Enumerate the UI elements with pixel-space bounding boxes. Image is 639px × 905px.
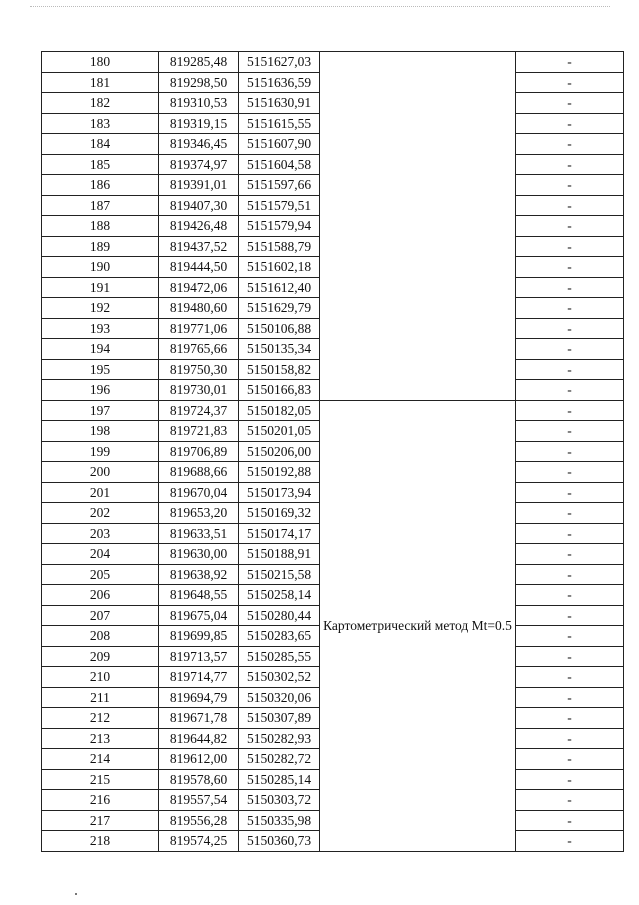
x-coordinate-cell: 819285,48 bbox=[159, 52, 239, 73]
precision-cell: - bbox=[516, 544, 624, 565]
x-coordinate-cell: 819612,00 bbox=[159, 749, 239, 770]
precision-cell: - bbox=[516, 359, 624, 380]
precision-cell: - bbox=[516, 585, 624, 606]
point-number-cell: 187 bbox=[42, 195, 159, 216]
precision-cell: - bbox=[516, 810, 624, 831]
x-coordinate-cell: 819638,92 bbox=[159, 564, 239, 585]
point-number-cell: 196 bbox=[42, 380, 159, 401]
x-coordinate-cell: 819765,66 bbox=[159, 339, 239, 360]
y-coordinate-cell: 5151588,79 bbox=[239, 236, 320, 257]
y-coordinate-cell: 5151615,55 bbox=[239, 113, 320, 134]
y-coordinate-cell: 5151627,03 bbox=[239, 52, 320, 73]
y-coordinate-cell: 5150307,89 bbox=[239, 708, 320, 729]
y-coordinate-cell: 5150173,94 bbox=[239, 482, 320, 503]
x-coordinate-cell: 819578,60 bbox=[159, 769, 239, 790]
precision-cell: - bbox=[516, 564, 624, 585]
point-number-cell: 210 bbox=[42, 667, 159, 688]
y-coordinate-cell: 5151630,91 bbox=[239, 93, 320, 114]
y-coordinate-cell: 5151604,58 bbox=[239, 154, 320, 175]
precision-cell: - bbox=[516, 605, 624, 626]
precision-cell: - bbox=[516, 769, 624, 790]
precision-cell: - bbox=[516, 339, 624, 360]
point-number-cell: 188 bbox=[42, 216, 159, 237]
y-coordinate-cell: 5150282,72 bbox=[239, 749, 320, 770]
point-number-cell: 199 bbox=[42, 441, 159, 462]
point-number-cell: 195 bbox=[42, 359, 159, 380]
precision-cell: - bbox=[516, 236, 624, 257]
y-coordinate-cell: 5151607,90 bbox=[239, 134, 320, 155]
x-coordinate-cell: 819699,85 bbox=[159, 626, 239, 647]
coordinates-table bbox=[41, 51, 624, 852]
point-number-cell: 216 bbox=[42, 790, 159, 811]
precision-cell: - bbox=[516, 749, 624, 770]
x-coordinate-cell: 819671,78 bbox=[159, 708, 239, 729]
precision-cell: - bbox=[516, 318, 624, 339]
coordinates-table-body bbox=[42, 52, 624, 852]
point-number-cell: 207 bbox=[42, 605, 159, 626]
x-coordinate-cell: 819713,57 bbox=[159, 646, 239, 667]
x-coordinate-cell: 819675,04 bbox=[159, 605, 239, 626]
x-coordinate-cell: 819724,37 bbox=[159, 400, 239, 421]
precision-cell: - bbox=[516, 441, 624, 462]
x-coordinate-cell: 819444,50 bbox=[159, 257, 239, 278]
precision-cell: - bbox=[516, 93, 624, 114]
precision-cell: - bbox=[516, 626, 624, 647]
point-number-cell: 208 bbox=[42, 626, 159, 647]
precision-cell: - bbox=[516, 195, 624, 216]
point-number-cell: 215 bbox=[42, 769, 159, 790]
precision-cell: - bbox=[516, 134, 624, 155]
y-coordinate-cell: 5150188,91 bbox=[239, 544, 320, 565]
y-coordinate-cell: 5151636,59 bbox=[239, 72, 320, 93]
scan-speck bbox=[75, 893, 77, 895]
y-coordinate-cell: 5151602,18 bbox=[239, 257, 320, 278]
precision-cell: - bbox=[516, 728, 624, 749]
x-coordinate-cell: 819472,06 bbox=[159, 277, 239, 298]
x-coordinate-cell: 819721,83 bbox=[159, 421, 239, 442]
y-coordinate-cell: 5151612,40 bbox=[239, 277, 320, 298]
point-number-cell: 213 bbox=[42, 728, 159, 749]
point-number-cell: 202 bbox=[42, 503, 159, 524]
y-coordinate-cell: 5150282,93 bbox=[239, 728, 320, 749]
point-number-cell: 189 bbox=[42, 236, 159, 257]
precision-cell: - bbox=[516, 462, 624, 483]
table-row bbox=[42, 400, 624, 421]
precision-cell: - bbox=[516, 523, 624, 544]
x-coordinate-cell: 819574,25 bbox=[159, 831, 239, 852]
x-coordinate-cell: 819714,77 bbox=[159, 667, 239, 688]
point-number-cell: 217 bbox=[42, 810, 159, 831]
x-coordinate-cell: 819374,97 bbox=[159, 154, 239, 175]
x-coordinate-cell: 819556,28 bbox=[159, 810, 239, 831]
point-number-cell: 184 bbox=[42, 134, 159, 155]
y-coordinate-cell: 5150320,06 bbox=[239, 687, 320, 708]
point-number-cell: 214 bbox=[42, 749, 159, 770]
x-coordinate-cell: 819730,01 bbox=[159, 380, 239, 401]
x-coordinate-cell: 819407,30 bbox=[159, 195, 239, 216]
point-number-cell: 186 bbox=[42, 175, 159, 196]
precision-cell: - bbox=[516, 687, 624, 708]
point-number-cell: 193 bbox=[42, 318, 159, 339]
y-coordinate-cell: 5150283,65 bbox=[239, 626, 320, 647]
method-description-cell: Картометрический метод Mt=0.5 bbox=[320, 400, 516, 851]
point-number-cell: 212 bbox=[42, 708, 159, 729]
y-coordinate-cell: 5150285,14 bbox=[239, 769, 320, 790]
precision-cell: - bbox=[516, 113, 624, 134]
precision-cell: - bbox=[516, 421, 624, 442]
point-number-cell: 206 bbox=[42, 585, 159, 606]
precision-cell: - bbox=[516, 72, 624, 93]
x-coordinate-cell: 819310,53 bbox=[159, 93, 239, 114]
point-number-cell: 209 bbox=[42, 646, 159, 667]
point-number-cell: 182 bbox=[42, 93, 159, 114]
x-coordinate-cell: 819670,04 bbox=[159, 482, 239, 503]
method-cell-empty bbox=[320, 52, 516, 401]
x-coordinate-cell: 819346,45 bbox=[159, 134, 239, 155]
y-coordinate-cell: 5150135,34 bbox=[239, 339, 320, 360]
x-coordinate-cell: 819426,48 bbox=[159, 216, 239, 237]
x-coordinate-cell: 819706,89 bbox=[159, 441, 239, 462]
y-coordinate-cell: 5150158,82 bbox=[239, 359, 320, 380]
y-coordinate-cell: 5150169,32 bbox=[239, 503, 320, 524]
point-number-cell: 203 bbox=[42, 523, 159, 544]
y-coordinate-cell: 5151597,66 bbox=[239, 175, 320, 196]
y-coordinate-cell: 5151579,94 bbox=[239, 216, 320, 237]
point-number-cell: 191 bbox=[42, 277, 159, 298]
precision-cell: - bbox=[516, 216, 624, 237]
point-number-cell: 197 bbox=[42, 400, 159, 421]
point-number-cell: 218 bbox=[42, 831, 159, 852]
x-coordinate-cell: 819750,30 bbox=[159, 359, 239, 380]
precision-cell: - bbox=[516, 257, 624, 278]
point-number-cell: 205 bbox=[42, 564, 159, 585]
point-number-cell: 200 bbox=[42, 462, 159, 483]
y-coordinate-cell: 5150258,14 bbox=[239, 585, 320, 606]
point-number-cell: 192 bbox=[42, 298, 159, 319]
y-coordinate-cell: 5151579,51 bbox=[239, 195, 320, 216]
x-coordinate-cell: 819298,50 bbox=[159, 72, 239, 93]
x-coordinate-cell: 819480,60 bbox=[159, 298, 239, 319]
y-coordinate-cell: 5150303,72 bbox=[239, 790, 320, 811]
precision-cell: - bbox=[516, 175, 624, 196]
y-coordinate-cell: 5151629,79 bbox=[239, 298, 320, 319]
point-number-cell: 198 bbox=[42, 421, 159, 442]
point-number-cell: 181 bbox=[42, 72, 159, 93]
precision-cell: - bbox=[516, 400, 624, 421]
precision-cell: - bbox=[516, 503, 624, 524]
point-number-cell: 183 bbox=[42, 113, 159, 134]
x-coordinate-cell: 819437,52 bbox=[159, 236, 239, 257]
x-coordinate-cell: 819694,79 bbox=[159, 687, 239, 708]
point-number-cell: 204 bbox=[42, 544, 159, 565]
precision-cell: - bbox=[516, 52, 624, 73]
page-top-divider bbox=[30, 6, 610, 8]
y-coordinate-cell: 5150174,17 bbox=[239, 523, 320, 544]
precision-cell: - bbox=[516, 482, 624, 503]
precision-cell: - bbox=[516, 380, 624, 401]
point-number-cell: 190 bbox=[42, 257, 159, 278]
y-coordinate-cell: 5150285,55 bbox=[239, 646, 320, 667]
y-coordinate-cell: 5150302,52 bbox=[239, 667, 320, 688]
y-coordinate-cell: 5150166,83 bbox=[239, 380, 320, 401]
table-row bbox=[42, 52, 624, 73]
point-number-cell: 201 bbox=[42, 482, 159, 503]
precision-cell: - bbox=[516, 667, 624, 688]
x-coordinate-cell: 819391,01 bbox=[159, 175, 239, 196]
point-number-cell: 180 bbox=[42, 52, 159, 73]
precision-cell: - bbox=[516, 154, 624, 175]
y-coordinate-cell: 5150182,05 bbox=[239, 400, 320, 421]
x-coordinate-cell: 819319,15 bbox=[159, 113, 239, 134]
x-coordinate-cell: 819633,51 bbox=[159, 523, 239, 544]
precision-cell: - bbox=[516, 298, 624, 319]
precision-cell: - bbox=[516, 646, 624, 667]
precision-cell: - bbox=[516, 831, 624, 852]
x-coordinate-cell: 819688,66 bbox=[159, 462, 239, 483]
point-number-cell: 211 bbox=[42, 687, 159, 708]
y-coordinate-cell: 5150215,58 bbox=[239, 564, 320, 585]
x-coordinate-cell: 819557,54 bbox=[159, 790, 239, 811]
precision-cell: - bbox=[516, 708, 624, 729]
y-coordinate-cell: 5150280,44 bbox=[239, 605, 320, 626]
precision-cell: - bbox=[516, 790, 624, 811]
y-coordinate-cell: 5150335,98 bbox=[239, 810, 320, 831]
y-coordinate-cell: 5150106,88 bbox=[239, 318, 320, 339]
y-coordinate-cell: 5150201,05 bbox=[239, 421, 320, 442]
x-coordinate-cell: 819630,00 bbox=[159, 544, 239, 565]
y-coordinate-cell: 5150360,73 bbox=[239, 831, 320, 852]
point-number-cell: 194 bbox=[42, 339, 159, 360]
x-coordinate-cell: 819644,82 bbox=[159, 728, 239, 749]
x-coordinate-cell: 819653,20 bbox=[159, 503, 239, 524]
y-coordinate-cell: 5150206,00 bbox=[239, 441, 320, 462]
precision-cell: - bbox=[516, 277, 624, 298]
y-coordinate-cell: 5150192,88 bbox=[239, 462, 320, 483]
x-coordinate-cell: 819648,55 bbox=[159, 585, 239, 606]
point-number-cell: 185 bbox=[42, 154, 159, 175]
x-coordinate-cell: 819771,06 bbox=[159, 318, 239, 339]
